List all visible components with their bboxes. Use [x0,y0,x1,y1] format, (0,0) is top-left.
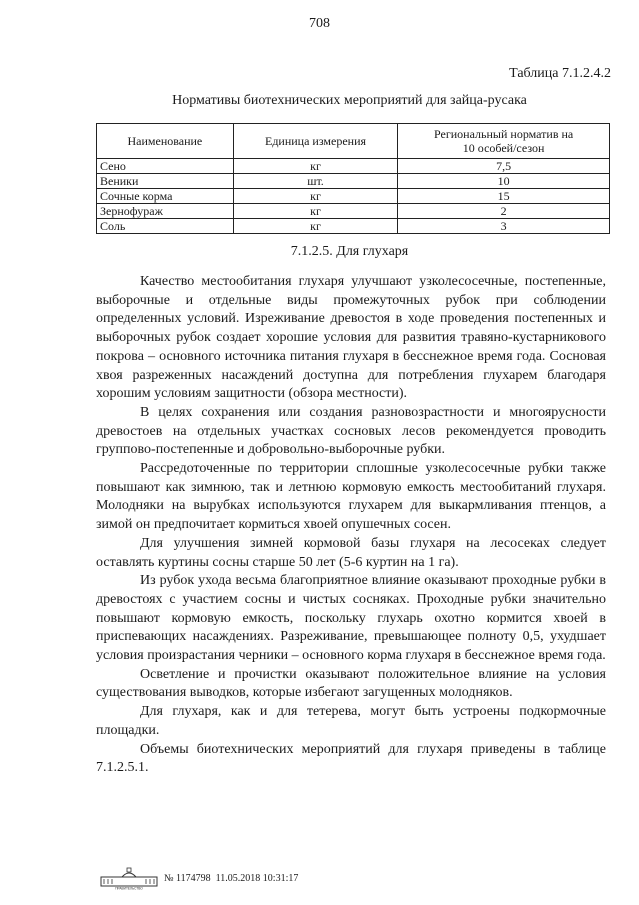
header-norm: Региональный норматив на 10 особей/сезон [398,124,610,159]
table-row [97,219,610,234]
paragraph: Для глухаря, как и для тетерева, могут быть устроены подкормочные площадки. [96,704,606,738]
paragraph: Качество местообитания глухаря улучшают узколесосечные, постепенные, выборочные и отдельные виды промежуточных рубок при соблюдении определенных условий. Изреживание древостоя в ходе проведения постепенных и выборочных рубок создает хорошие условия для развития травяно-кустарникового покрова – основного источника питания глухаря в бесснежное время года. Сосновая хвоя разреженных насаждений доступна для потребления глухарем благодаря хорошим условиям защитности (обзора местности). [96,274,606,402]
paragraph: Из рубок ухода весьма благоприятное влияние оказывают проходные рубки в древостоях с участием сосны и чистых сосняках. Проходные рубки значительно повышают кормовую емкость, поскольку глухарь охотно кормится хвоей в приспевающих насаждениях. Разреживание, превышающее полноту 0,5, ухудшает условия произрастания черники – основного корма глухаря в бесснежное время года. [96,573,606,664]
table-cell-value: 3 [398,219,610,234]
table-cell-value: 2 [398,204,610,219]
table-cell-name: Зернофураж [97,204,234,219]
norms-table [96,123,610,234]
table-cell-value: 10 [398,174,610,189]
paragraph: Объемы биотехнических мероприятий для глухаря приведены в таблице 7.1.2.5.1. [96,741,606,776]
government-seal-icon [100,866,158,890]
table-cell-name: Сено [97,159,234,174]
footer [100,866,298,890]
document-reference: № 1174798 11.05.2018 10:31:17 [164,872,299,884]
seal-text: ПРАВИТЕЛЬСТВО [115,886,143,890]
table-cell-value: 7,5 [398,159,610,174]
table-cell-unit: кг [233,219,398,234]
body-text [96,273,606,778]
table-row [97,159,610,174]
table-row [97,174,610,189]
page-number: 708 [309,16,330,31]
table-cell-unit: кг [233,189,398,204]
header-unit: Единица измерения [233,124,398,159]
table-row [97,204,610,219]
table-caption: Таблица 7.1.2.4.2 [509,66,611,81]
paragraph: Осветление и прочистки оказывают положительное влияние на условия существования выводков, которые избегают загущенных молодняков. [96,666,606,701]
table-cell-name: Соль [97,219,234,234]
table-cell-name: Сочные корма [97,189,234,204]
section-heading: 7.1.2.5. Для глухаря [290,244,409,259]
table-cell-unit: кг [233,159,398,174]
paragraph: Для улучшения зимней кормовой базы глухаря на лесосеках следует оставлять куртины сосны старше 50 лет (5-6 куртин на 1 га). [96,535,606,570]
paragraph: Рассредоточенные по территории сплошные узколесосечные рубки также повышают как зимнюю, так и летнюю кормовую емкость местообитаний глухаря. Молодняки на вырубках используются глухарем для выкармливания птенцов, а зимой он предпочитает кормиться хвоей опушечных сосен. [96,461,606,533]
table-cell-unit: кг [233,204,398,219]
table-row [97,189,610,204]
table-cell-unit: шт. [233,174,398,189]
table-cell-name: Веники [97,174,234,189]
table-cell-value: 15 [398,189,610,204]
header-name: Наименование [97,124,234,159]
paragraph: В целях сохранения или создания разновозрастности и многоярусности древостоев на отдельных участках сосновых лесов рекомендуется проводить группово-постепенные и добровольно-выборочные рубки. [96,404,606,458]
table-header-row [97,124,610,159]
table-title: Нормативы биотехнических мероприятий для зайца-русака [172,93,527,108]
